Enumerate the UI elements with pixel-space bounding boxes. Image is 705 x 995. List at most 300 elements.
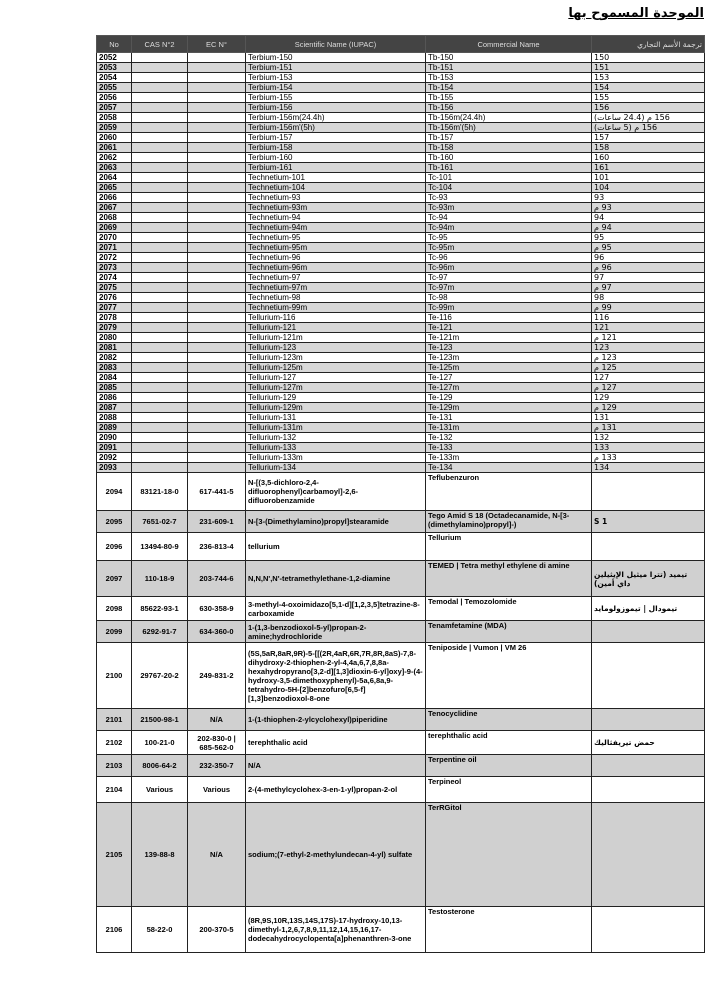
cell-arabic-name: 158 — [592, 143, 705, 153]
table-row — [97, 143, 705, 153]
cell-scientific-name: (8R,9S,10R,13S,14S,17S)-17-hydroxy-10,13-dimethyl-1,2,6,7,8,9,11,12,14,15,16,17-dodecahydrocyclopenta[a]phenanthren-3-one — [246, 907, 426, 953]
cell-ec: 231-609-1 — [188, 511, 246, 533]
cell-cas — [132, 193, 188, 203]
cell-cas — [132, 453, 188, 463]
table-row — [97, 373, 705, 383]
cell-arabic-name: 155 — [592, 93, 705, 103]
table-row — [97, 597, 705, 621]
table-row — [97, 463, 705, 473]
cell-no: 2100 — [97, 643, 132, 709]
table-row — [97, 473, 705, 511]
cell-no: 2094 — [97, 473, 132, 511]
table-row — [97, 283, 705, 293]
cell-cas — [132, 443, 188, 453]
cell-cas: 139-88-8 — [132, 803, 188, 907]
cell-ec — [188, 173, 246, 183]
table-row — [97, 731, 705, 755]
cell-no: 2086 — [97, 393, 132, 403]
cell-scientific-name: Tellurium-125m — [246, 363, 426, 373]
cell-commercial-name: TerRGitol — [426, 803, 592, 907]
cell-no: 2076 — [97, 293, 132, 303]
cell-cas: 7651-02-7 — [132, 511, 188, 533]
cell-cas: 8006-64-2 — [132, 755, 188, 777]
cell-cas: 85622-93-1 — [132, 597, 188, 621]
cell-cas — [132, 373, 188, 383]
cell-scientific-name: Terbium-160 — [246, 153, 426, 163]
cell-no: 2054 — [97, 73, 132, 83]
cell-scientific-name: Terbium-155 — [246, 93, 426, 103]
cell-cas: 100-21-0 — [132, 731, 188, 755]
cell-no: 2065 — [97, 183, 132, 193]
table-body — [97, 53, 705, 953]
cell-ec — [188, 333, 246, 343]
cell-commercial-name: Te-125m — [426, 363, 592, 373]
cell-commercial-name: Tego Amid S 18 (Octadecanamide, N-[3-(dimethylamino)propyl]-) — [426, 511, 592, 533]
cell-arabic-name: 94 — [592, 213, 705, 223]
cell-cas — [132, 183, 188, 193]
cell-cas: 58-22-0 — [132, 907, 188, 953]
cell-ec — [188, 353, 246, 363]
cell-ec — [188, 423, 246, 433]
cell-ec — [188, 313, 246, 323]
cell-commercial-name: Tc-93m — [426, 203, 592, 213]
cell-ec — [188, 53, 246, 63]
cell-arabic-name — [592, 709, 705, 731]
cell-cas — [132, 263, 188, 273]
cell-arabic-name: 94 م — [592, 223, 705, 233]
table-row — [97, 243, 705, 253]
cell-scientific-name: sodium;(7-ethyl-2-methylundecan-4-yl) sulfate — [246, 803, 426, 907]
cell-cas — [132, 403, 188, 413]
cell-ec — [188, 393, 246, 403]
cell-no: 2062 — [97, 153, 132, 163]
table-row — [97, 223, 705, 233]
cell-cas — [132, 83, 188, 93]
cell-cas — [132, 253, 188, 263]
cell-commercial-name: Te-133m — [426, 453, 592, 463]
cell-cas — [132, 63, 188, 73]
cell-no: 2072 — [97, 253, 132, 263]
cell-no: 2071 — [97, 243, 132, 253]
cell-scientific-name: Terbium-150 — [246, 53, 426, 63]
cell-cas: 6292-91-7 — [132, 621, 188, 643]
cell-commercial-name: Te-131 — [426, 413, 592, 423]
cell-ec: N/A — [188, 709, 246, 731]
cell-no: 2090 — [97, 433, 132, 443]
cell-commercial-name: Te-121 — [426, 323, 592, 333]
cell-arabic-name: 93 م — [592, 203, 705, 213]
cell-cas: 29767-20-2 — [132, 643, 188, 709]
cell-no: 2091 — [97, 443, 132, 453]
cell-commercial-name: Teflubenzuron — [426, 473, 592, 511]
cell-commercial-name: Te-127 — [426, 373, 592, 383]
cell-scientific-name: Tellurium-131m — [246, 423, 426, 433]
header-commercial-name: Commercial Name — [426, 36, 592, 53]
cell-commercial-name: Te-127m — [426, 383, 592, 393]
cell-arabic-name: 101 — [592, 173, 705, 183]
cell-scientific-name: (5S,5aR,8aR,9R)-5-[[(2R,4aR,6R,7R,8R,8aS)-7,8-dihydroxy-2-thiophen-2-yl-4,4a,6,7,8,8a-hexahydropyrano[3,2-d][1,3]dioxin-6-yl]oxy]-9-(4-hydroxy-3,5-dimethoxyphenyl)-5a,6,8a,9-tetrahydro-5H-[2]benzofuro[6,5-f][1,3]benzodioxol-8-one — [246, 643, 426, 709]
cell-arabic-name — [592, 755, 705, 777]
cell-ec — [188, 223, 246, 233]
cell-no: 2075 — [97, 283, 132, 293]
cell-no: 2106 — [97, 907, 132, 953]
cell-scientific-name: Tellurium-127m — [246, 383, 426, 393]
cell-ec — [188, 403, 246, 413]
cell-commercial-name: Te-121m — [426, 333, 592, 343]
cell-commercial-name: Teniposide | Vumon | VM 26 — [426, 643, 592, 709]
cell-ec — [188, 233, 246, 243]
cell-cas — [132, 123, 188, 133]
cell-ec — [188, 453, 246, 463]
cell-scientific-name: Tellurium-134 — [246, 463, 426, 473]
cell-ec — [188, 83, 246, 93]
substance-table — [96, 35, 705, 953]
cell-arabic-name: 156 م (5 ساعات) — [592, 123, 705, 133]
cell-arabic-name: 133 — [592, 443, 705, 453]
cell-cas — [132, 113, 188, 123]
cell-no: 2068 — [97, 213, 132, 223]
cell-commercial-name: Tenamfetamine (MDA) — [426, 621, 592, 643]
cell-arabic-name — [592, 907, 705, 953]
cell-scientific-name: Terbium-153 — [246, 73, 426, 83]
cell-commercial-name: Tc-94m — [426, 223, 592, 233]
cell-no: 2102 — [97, 731, 132, 755]
cell-scientific-name: Tellurium-123 — [246, 343, 426, 353]
table-row — [97, 621, 705, 643]
cell-ec — [188, 443, 246, 453]
cell-commercial-name: Tc-97 — [426, 273, 592, 283]
cell-ec — [188, 293, 246, 303]
cell-ec — [188, 63, 246, 73]
cell-ec — [188, 93, 246, 103]
cell-commercial-name: Te-134 — [426, 463, 592, 473]
cell-arabic-name: 151 — [592, 63, 705, 73]
cell-ec — [188, 203, 246, 213]
cell-no: 2088 — [97, 413, 132, 423]
cell-ec — [188, 383, 246, 393]
table-row — [97, 709, 705, 731]
cell-ec: Various — [188, 777, 246, 803]
cell-commercial-name: Tc-97m — [426, 283, 592, 293]
table-row — [97, 273, 705, 283]
table-row — [97, 333, 705, 343]
cell-commercial-name: Terpineol — [426, 777, 592, 803]
cell-no: 2089 — [97, 423, 132, 433]
cell-commercial-name: Tb-153 — [426, 73, 592, 83]
table-row — [97, 313, 705, 323]
cell-arabic-name: 123 — [592, 343, 705, 353]
cell-commercial-name: Tb-156 — [426, 103, 592, 113]
cell-cas — [132, 213, 188, 223]
cell-cas: 110-18-9 — [132, 561, 188, 597]
cell-cas — [132, 293, 188, 303]
cell-ec — [188, 103, 246, 113]
table-row — [97, 173, 705, 183]
cell-no: 2053 — [97, 63, 132, 73]
cell-commercial-name: Tb-150 — [426, 53, 592, 63]
cell-commercial-name: Te-116 — [426, 313, 592, 323]
cell-cas — [132, 393, 188, 403]
cell-no: 2096 — [97, 533, 132, 561]
header-ec: EC N° — [188, 36, 246, 53]
table-row — [97, 83, 705, 93]
cell-commercial-name: Tb-158 — [426, 143, 592, 153]
cell-scientific-name: Technetium-98 — [246, 293, 426, 303]
cell-commercial-name: TEMED | Tetra methyl ethylene di amine — [426, 561, 592, 597]
cell-scientific-name: Technetium-93m — [246, 203, 426, 213]
cell-no: 2052 — [97, 53, 132, 63]
cell-scientific-name: tellurium — [246, 533, 426, 561]
cell-commercial-name: Tb-156m(24.4h) — [426, 113, 592, 123]
cell-commercial-name: terephthalic acid — [426, 731, 592, 755]
header-no: No — [97, 36, 132, 53]
cell-ec — [188, 263, 246, 273]
cell-cas — [132, 143, 188, 153]
cell-commercial-name: Tc-101 — [426, 173, 592, 183]
cell-no: 2087 — [97, 403, 132, 413]
cell-scientific-name: Tellurium-127 — [246, 373, 426, 383]
cell-scientific-name: Terbium-156m(24.4h) — [246, 113, 426, 123]
cell-no: 2101 — [97, 709, 132, 731]
header-cas: CAS N°2 — [132, 36, 188, 53]
cell-scientific-name: Tellurium-133 — [246, 443, 426, 453]
cell-cas — [132, 303, 188, 313]
cell-cas — [132, 133, 188, 143]
cell-commercial-name: Tb-157 — [426, 133, 592, 143]
cell-ec — [188, 213, 246, 223]
cell-cas — [132, 413, 188, 423]
cell-arabic-name: 95 — [592, 233, 705, 243]
cell-scientific-name: N-[(3,5-dichloro-2,4-difluorophenyl)carbamoyl]-2,6-difluorobenzamide — [246, 473, 426, 511]
cell-ec: 617-441-5 — [188, 473, 246, 511]
cell-no: 2092 — [97, 453, 132, 463]
cell-scientific-name: Technetium-94m — [246, 223, 426, 233]
cell-ec: 249-831-2 — [188, 643, 246, 709]
cell-scientific-name: Terbium-151 — [246, 63, 426, 73]
cell-ec: N/A — [188, 803, 246, 907]
table-row — [97, 433, 705, 443]
cell-ec — [188, 433, 246, 443]
cell-scientific-name: Technetium-101 — [246, 173, 426, 183]
cell-arabic-name: 150 — [592, 53, 705, 63]
cell-cas — [132, 383, 188, 393]
cell-commercial-name: Testosterone — [426, 907, 592, 953]
table-row — [97, 233, 705, 243]
cell-arabic-name: 133 م — [592, 453, 705, 463]
cell-scientific-name: N/A — [246, 755, 426, 777]
cell-scientific-name: Technetium-99m — [246, 303, 426, 313]
cell-ec: 630-358-9 — [188, 597, 246, 621]
cell-arabic-name: 104 — [592, 183, 705, 193]
cell-ec — [188, 413, 246, 423]
cell-arabic-name: 131 م — [592, 423, 705, 433]
cell-arabic-name — [592, 803, 705, 907]
cell-arabic-name: S 1 — [592, 511, 705, 533]
cell-commercial-name: Tc-96m — [426, 263, 592, 273]
cell-arabic-name: 97 م — [592, 283, 705, 293]
cell-ec: 634-360-0 — [188, 621, 246, 643]
cell-ec — [188, 303, 246, 313]
table-row — [97, 93, 705, 103]
cell-ec — [188, 273, 246, 283]
cell-commercial-name: Temodal | Temozolomide — [426, 597, 592, 621]
cell-scientific-name: N-[3-(Dimethylamino)propyl]stearamide — [246, 511, 426, 533]
cell-ec: 203-744-6 — [188, 561, 246, 597]
cell-arabic-name: 157 — [592, 133, 705, 143]
table-row — [97, 453, 705, 463]
cell-commercial-name: Tenocyclidine — [426, 709, 592, 731]
cell-scientific-name: Technetium-96m — [246, 263, 426, 273]
cell-arabic-name: تيميد (تترا ميثيل الإيثيلين داي أمين) — [592, 561, 705, 597]
cell-cas — [132, 313, 188, 323]
cell-cas — [132, 233, 188, 243]
cell-commercial-name: Te-132 — [426, 433, 592, 443]
cell-cas: Various — [132, 777, 188, 803]
table-row — [97, 303, 705, 313]
cell-ec — [188, 343, 246, 353]
table-row — [97, 511, 705, 533]
cell-no: 2066 — [97, 193, 132, 203]
table-row — [97, 63, 705, 73]
cell-arabic-name — [592, 621, 705, 643]
table-row — [97, 383, 705, 393]
cell-no: 2084 — [97, 373, 132, 383]
cell-cas — [132, 343, 188, 353]
cell-arabic-name: 96 م — [592, 263, 705, 273]
cell-no: 2095 — [97, 511, 132, 533]
cell-arabic-name: 95 م — [592, 243, 705, 253]
cell-arabic-name: 129 — [592, 393, 705, 403]
cell-scientific-name: Technetium-95m — [246, 243, 426, 253]
cell-ec — [188, 133, 246, 143]
cell-cas — [132, 153, 188, 163]
cell-arabic-name: 131 — [592, 413, 705, 423]
cell-commercial-name: Tb-155 — [426, 93, 592, 103]
cell-arabic-name: 160 — [592, 153, 705, 163]
cell-cas — [132, 103, 188, 113]
table-row — [97, 323, 705, 333]
cell-no: 2057 — [97, 103, 132, 113]
cell-ec: 236-813-4 — [188, 533, 246, 561]
cell-ec: 202-830-0 | 685-562-0 — [188, 731, 246, 755]
cell-commercial-name: Tb-160 — [426, 153, 592, 163]
cell-commercial-name: Tb-154 — [426, 83, 592, 93]
table-row — [97, 53, 705, 63]
cell-cas — [132, 463, 188, 473]
cell-scientific-name: Tellurium-121 — [246, 323, 426, 333]
cell-arabic-name: 116 — [592, 313, 705, 323]
cell-no: 2099 — [97, 621, 132, 643]
header-arabic-name: ترجمة الأسم التجاري — [592, 36, 705, 53]
cell-arabic-name: 93 — [592, 193, 705, 203]
table-row — [97, 263, 705, 273]
table-row — [97, 777, 705, 803]
cell-scientific-name: Technetium-95 — [246, 233, 426, 243]
table-row — [97, 907, 705, 953]
table-row — [97, 403, 705, 413]
cell-scientific-name: 3-methyl-4-oxoimidazo[5,1-d][1,2,3,5]tetrazine-8-carboxamide — [246, 597, 426, 621]
cell-arabic-name: 154 — [592, 83, 705, 93]
cell-commercial-name: Terpentine oil — [426, 755, 592, 777]
cell-ec — [188, 363, 246, 373]
cell-ec — [188, 253, 246, 263]
cell-cas — [132, 173, 188, 183]
table-row — [97, 423, 705, 433]
cell-ec — [188, 163, 246, 173]
cell-ec — [188, 373, 246, 383]
cell-commercial-name: Tc-99m — [426, 303, 592, 313]
table-row — [97, 363, 705, 373]
cell-commercial-name: Tellurium — [426, 533, 592, 561]
cell-commercial-name: Te-129m — [426, 403, 592, 413]
cell-scientific-name: Technetium-96 — [246, 253, 426, 263]
cell-cas — [132, 283, 188, 293]
cell-no: 2085 — [97, 383, 132, 393]
cell-no: 2059 — [97, 123, 132, 133]
cell-no: 2073 — [97, 263, 132, 273]
cell-no: 2063 — [97, 163, 132, 173]
cell-scientific-name: Technetium-93 — [246, 193, 426, 203]
cell-cas — [132, 353, 188, 363]
cell-no: 2093 — [97, 463, 132, 473]
cell-scientific-name: Terbium-156m'(5h) — [246, 123, 426, 133]
cell-arabic-name — [592, 533, 705, 561]
cell-no: 2069 — [97, 223, 132, 233]
table-row — [97, 163, 705, 173]
table-row — [97, 561, 705, 597]
cell-no: 2105 — [97, 803, 132, 907]
cell-arabic-name: 156 — [592, 103, 705, 113]
table-row — [97, 443, 705, 453]
table-row — [97, 123, 705, 133]
cell-arabic-name: 121 — [592, 323, 705, 333]
cell-commercial-name: Te-123m — [426, 353, 592, 363]
table-row — [97, 643, 705, 709]
table-row — [97, 293, 705, 303]
cell-cas — [132, 423, 188, 433]
table-row — [97, 203, 705, 213]
cell-arabic-name — [592, 473, 705, 511]
cell-scientific-name: Tellurium-121m — [246, 333, 426, 343]
table-row — [97, 533, 705, 561]
cell-cas — [132, 323, 188, 333]
cell-arabic-name — [592, 643, 705, 709]
cell-cas — [132, 93, 188, 103]
cell-no: 2064 — [97, 173, 132, 183]
cell-commercial-name: Te-123 — [426, 343, 592, 353]
cell-arabic-name: 125 م — [592, 363, 705, 373]
cell-no: 2058 — [97, 113, 132, 123]
cell-scientific-name: Technetium-97 — [246, 273, 426, 283]
cell-cas — [132, 433, 188, 443]
cell-cas — [132, 53, 188, 63]
table-row — [97, 213, 705, 223]
cell-no: 2098 — [97, 597, 132, 621]
cell-no: 2103 — [97, 755, 132, 777]
cell-ec — [188, 73, 246, 83]
cell-scientific-name: Technetium-97m — [246, 283, 426, 293]
cell-cas: 83121-18-0 — [132, 473, 188, 511]
table-row — [97, 413, 705, 423]
cell-cas — [132, 363, 188, 373]
table-row — [97, 393, 705, 403]
table-row — [97, 353, 705, 363]
cell-scientific-name: Tellurium-116 — [246, 313, 426, 323]
cell-scientific-name: terephthalic acid — [246, 731, 426, 755]
cell-no: 2078 — [97, 313, 132, 323]
cell-no: 2104 — [97, 777, 132, 803]
cell-commercial-name: Tb-151 — [426, 63, 592, 73]
